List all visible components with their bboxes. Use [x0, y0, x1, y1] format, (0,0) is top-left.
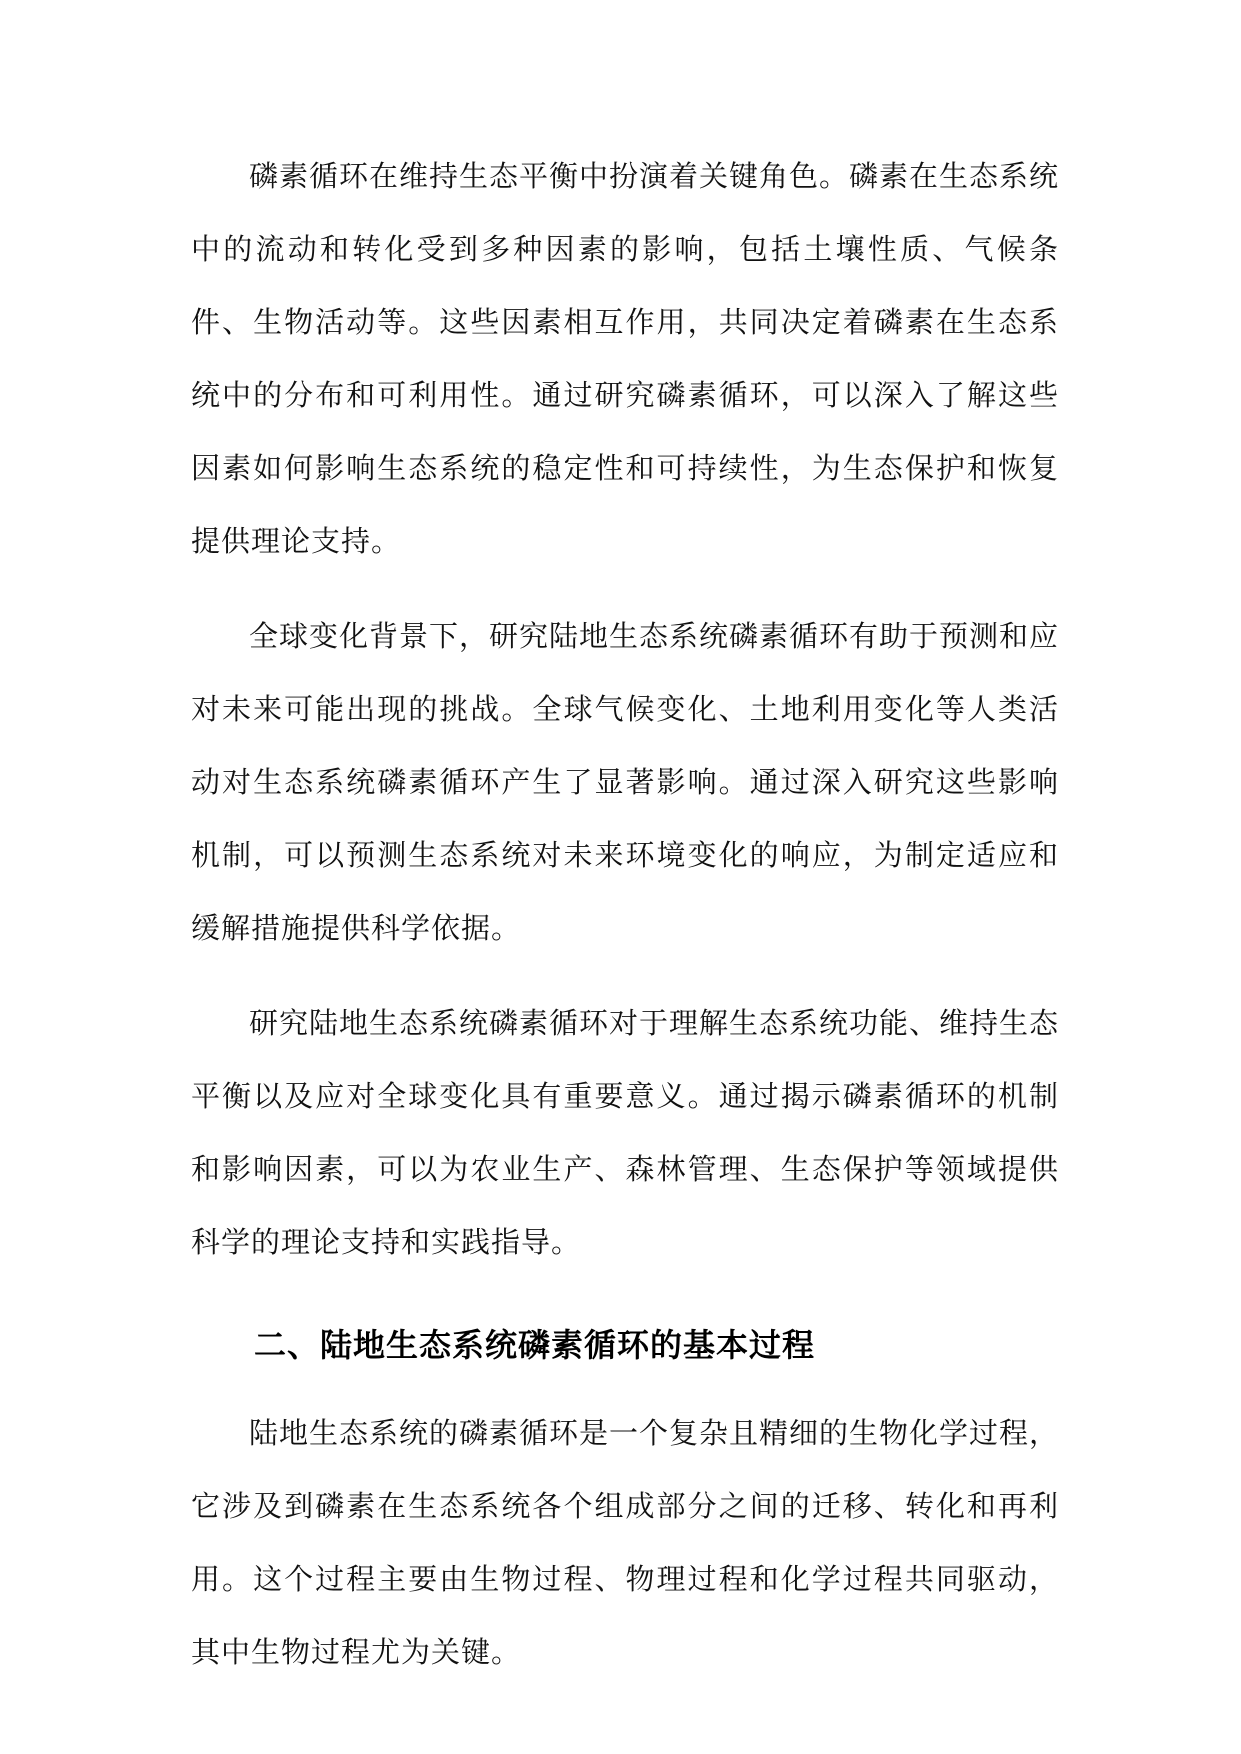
paragraph-basic-process: 陆地生态系统的磷素循环是一个复杂且精细的生物化学过程，它涉及到磷素在生态系统各个组成部分之间的迁移、转化和再利用。这个过程主要由生物过程、物理过程和化学过程共同驱动，其中生物过程尤为关键。	[191, 1416, 1060, 1669]
document-body	[191, 140, 1059, 1711]
section-heading: 二、陆地生态系统磷素循环的基本过程	[254, 1326, 816, 1364]
paragraph-phosphorus-ecological-balance: 磷素循环在维持生态平衡中扮演着关键角色。磷素在生态系统中的流动和转化受到多种因素的影响，包括土壤性质、气候条件、生物活动等。这些因素相互作用，共同决定着磷素在生态系统中的分布和可利用性。通过研究磷素循环，可以深入了解这些因素如何影响生态系统的稳定性和可持续性，为生态保护和恢复提供理论支持。	[191, 159, 1060, 558]
paragraph-global-change-background: 全球变化背景下，研究陆地生态系统磷素循环有助于预测和应对未来可能出现的挑战。全球气候变化、土地利用变化等人类活动对生态系统磷素循环产生了显著影响。通过深入研究这些影响机制，可以预测生态系统对未来环境变化的响应，为制定适应和缓解措施提供科学依据。	[191, 619, 1060, 945]
paragraph-research-significance: 研究陆地生态系统磷素循环对于理解生态系统功能、维持生态平衡以及应对全球变化具有重要意义。通过揭示磷素循环的机制和影响因素，可以为农业生产、森林管理、生态保护等领域提供科学的理论支持和实践指导。	[191, 1006, 1060, 1259]
